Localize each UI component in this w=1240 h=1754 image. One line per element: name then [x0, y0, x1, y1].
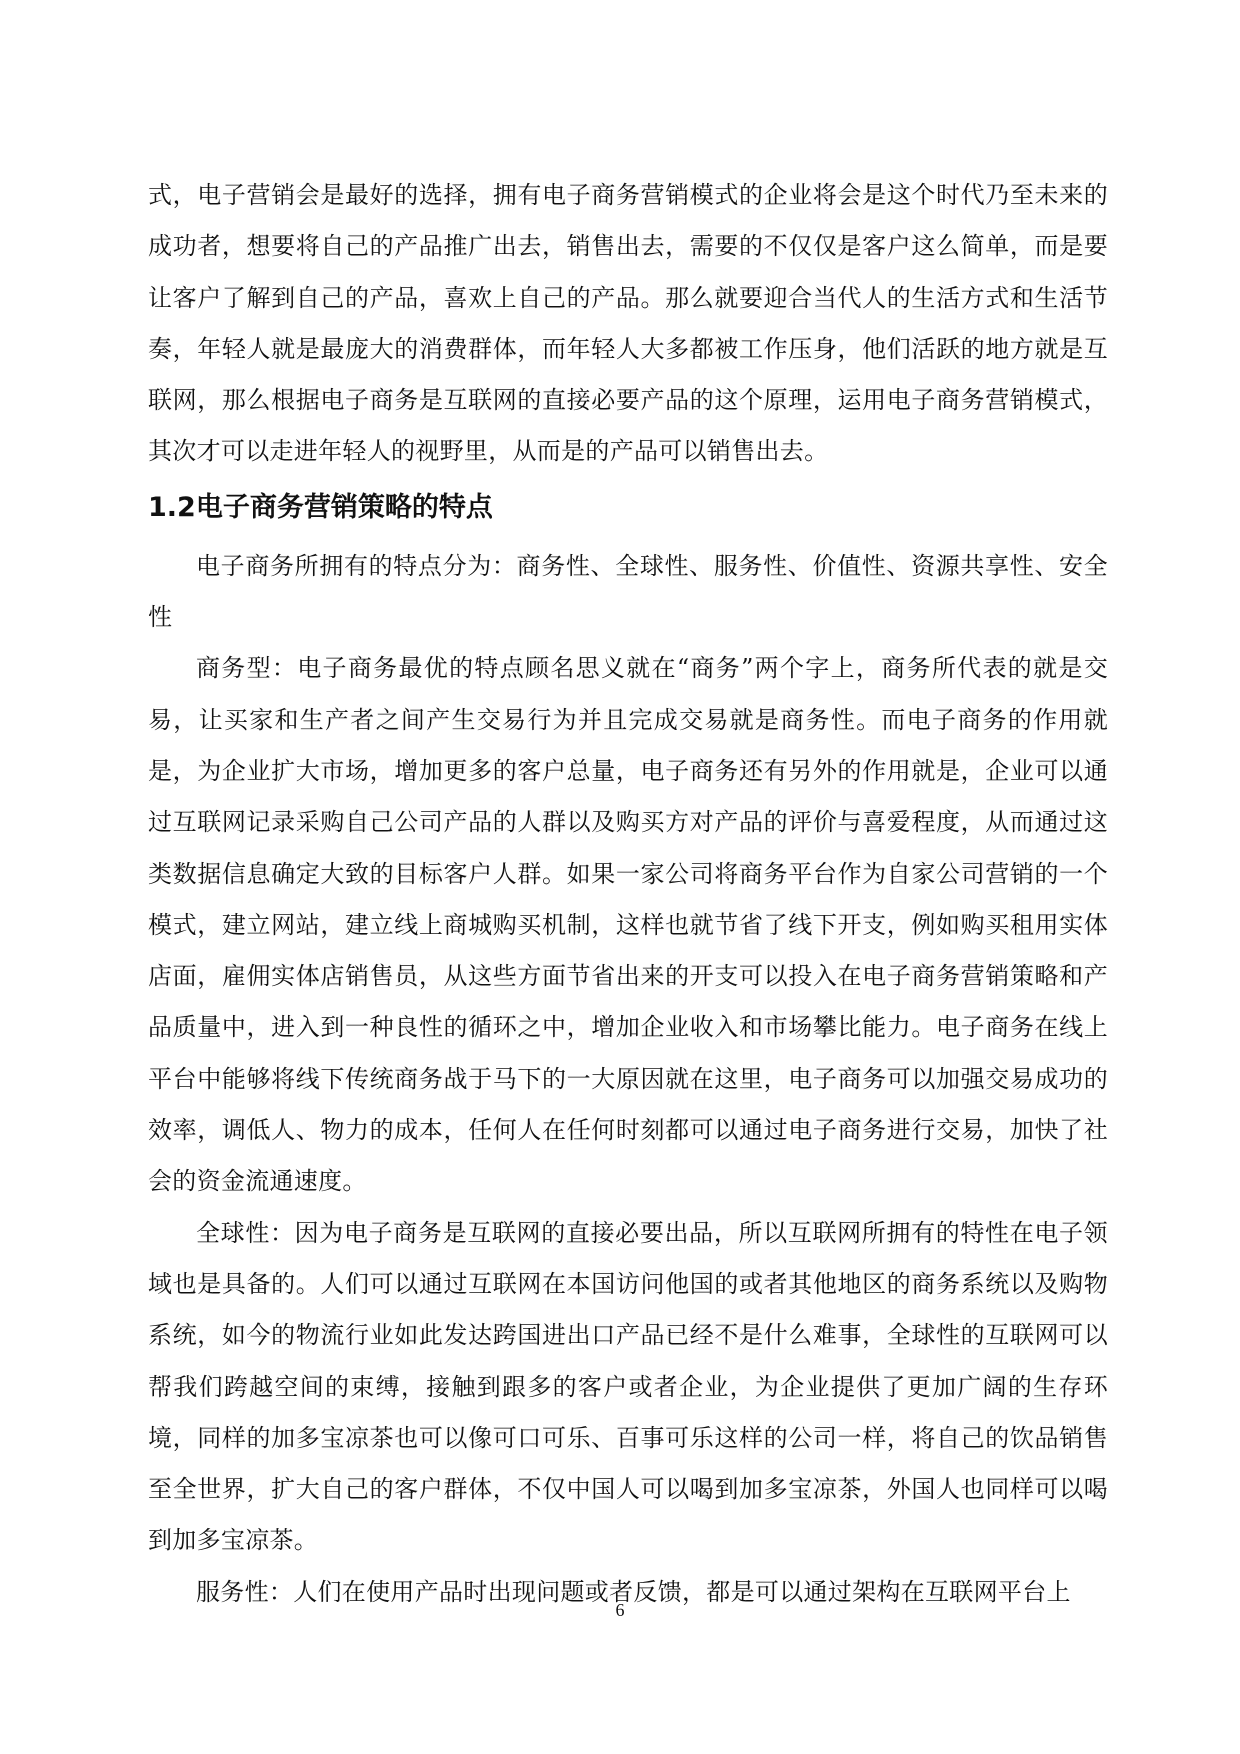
- body-paragraph-commerce: 商务型：电子商务最优的特点顾名思义就在“商务”两个字上，商务所代表的就是交易，让买家和生产者之间产生交易行为并且完成交易就是商务性。而电子商务的作用就是，为企业扩大市场，增加更多的客户总量，电子商务还有另外的作用就是，企业可以通过互联网记录采购自己公司产品的人群以及购买方对产品的评价与喜爱程度，从而通过这类数据信息确定大致的目标客户人群。如果一家公司将商务平台作为自家公司营销的一个模式，建立网站，建立线上商城购买机制，这样也就节省了线下开支，例如购买租用实体店面，雇佣实体店销售员，从这些方面节省出来的开支可以投入在电子商务营销策略和产品质量中，进入到一种良性的循环之中，增加企业收入和市场攀比能力。电子商务在线上平台中能够将线下传统商务战于马下的一大原因就在这里，电子商务可以加强交易成功的效率，调低人、物力的成本，任何人在任何时刻都可以通过电子商务进行交易，加快了社会的资金流通速度。: [148, 654, 1108, 1196]
- section-heading: 1.2电子商务营销策略的特点: [148, 491, 493, 523]
- body-paragraph-continued: 式，电子营销会是最好的选择，拥有电子商务营销模式的企业将会是这个时代乃至未来的成功者，想要将自己的产品推广出去，销售出去，需要的不仅仅是客户这么简单，而是要让客户了解到自己的产品，喜欢上自己的产品。那么就要迎合当代人的生活方式和生活节奏，年轻人就是最庞大的消费群体，而年轻人大多都被工作压身，他们活跃的地方就是互联网，那么根据电子商务是互联网的直接必要产品的这个原理，运用电子商务营销模式，其次才可以走进年轻人的视野里，从而是的产品可以销售出去。: [148, 181, 1108, 466]
- page-number: 6: [615, 1600, 625, 1620]
- body-paragraph-service: 服务性：人们在使用产品时出现问题或者反馈，都是可以通过架构在互联网平台上: [196, 1577, 1071, 1606]
- document-body: [148, 170, 1108, 1618]
- body-paragraph-features: 电子商务所拥有的特点分为：商务性、全球性、服务性、价值性、资源共享性、安全性: [148, 551, 1108, 632]
- body-paragraph-global: 全球性：因为电子商务是互联网的直接必要出品，所以互联网所拥有的特性在电子领域也是具备的。人们可以通过互联网在本国访问他国的或者其他地区的商务系统以及购物系统，如今的物流行业如此发达跨国进出口产品已经不是什么难事，全球性的互联网可以帮我们跨越空间的束缚，接触到跟多的客户或者企业，为企业提供了更加广阔的生存环境，同样的加多宝凉茶也可以像可口可乐、百事可乐这样的公司一样，将自己的饮品销售至全世界，扩大自己的客户群体，不仅中国人可以喝到加多宝凉茶，外国人也同样可以喝到加多宝凉茶。: [148, 1218, 1108, 1555]
